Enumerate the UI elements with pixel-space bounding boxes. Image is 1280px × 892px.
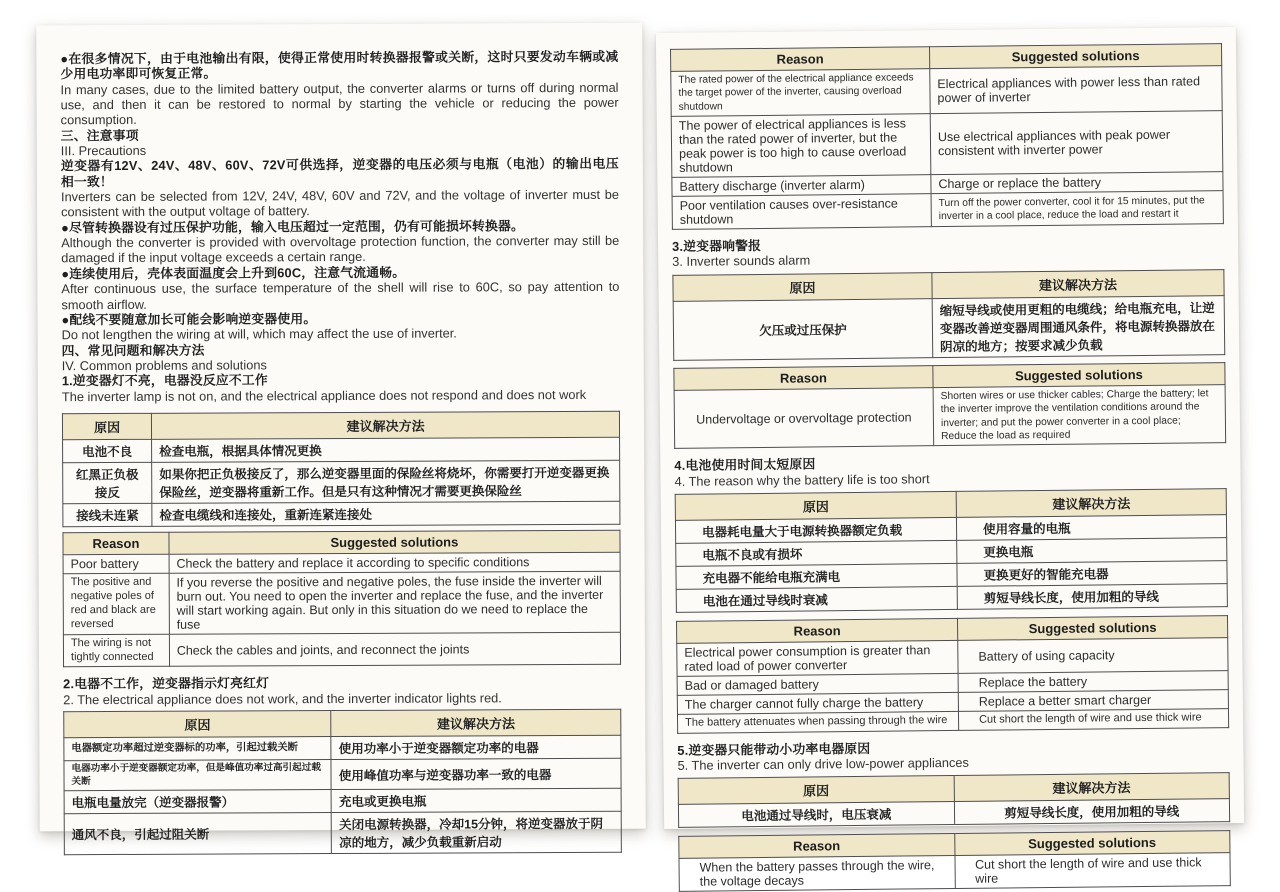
table-row <box>63 501 620 526</box>
reason-header: Reason <box>677 618 958 643</box>
reason-header: Reason <box>679 834 955 859</box>
table-row <box>672 191 1223 230</box>
reason-cell: When the battery passes through the wire, the voltage decays <box>679 856 955 892</box>
intro-line: In many cases, due to the limited battery output, the converter alarms or turns off during normal use, and then it can be restored to normal by starting the vehicle or reducing the power consumption. <box>60 79 619 128</box>
reason-cell: 电器耗电量大于电源转换器额定负载 <box>675 517 956 543</box>
table-row <box>64 811 621 854</box>
solutions-header: Suggested solutions <box>954 831 1230 856</box>
problem4-title-en: 4. The reason why the battery life is too short <box>674 470 930 489</box>
problem3-title-en: 3. Inverter sounds alarm <box>672 252 811 270</box>
problem5-table-cn <box>678 773 1230 829</box>
intro-line: Although the converter is provided with overvoltage protection function, the converter may still be damaged if the input voltage exceeds a certain range. <box>61 232 620 266</box>
table-row <box>676 584 1227 613</box>
reason-header: Reason <box>63 532 169 554</box>
reason-cell: 通风不良，引起过阻关断 <box>64 813 332 855</box>
problem2-title-en: 2. The electrical appliance does not work, and the inverter indicator lights red. <box>63 690 502 707</box>
problem2-table-en <box>670 43 1224 230</box>
table-row <box>63 460 620 503</box>
problem5-title-en: 5. The inverter can only drive low-power appliances <box>677 754 969 773</box>
reason-cell: 电池不良 <box>63 439 152 462</box>
problem2-table-cn <box>63 709 622 855</box>
reason-cell: The power of electrical appliances is less than the rated power of inverter, but the peak power is too high to cause overload shutdown <box>671 114 931 178</box>
solutions-header: 建议解决方法 <box>331 709 621 736</box>
table-row <box>671 111 1223 178</box>
reason-cell: Poor battery <box>63 554 169 573</box>
solution-cell: 更换电瓶 <box>957 538 1227 564</box>
reason-cell: The battery attenuates when passing through the wire <box>677 711 958 733</box>
intro-line: ●在很多情况下，由于电池输出有限，使得正常使用时转换器报警或关断，这时只要发动车辆或减少用电功率即可恢复正常。 <box>60 48 619 82</box>
solution-cell: Cut short the length of wire and use thick wire <box>954 853 1230 889</box>
problem1-title-cn: 1.逆变器灯不亮，电器没反应不工作 <box>61 372 268 389</box>
solutions-header: 建议解决方法 <box>956 489 1226 518</box>
reason-header: 原因 <box>64 711 331 738</box>
manual-left-page <box>36 23 646 851</box>
reason-cell: 电瓶电量放完（逆变器报警） <box>64 790 331 814</box>
reason-cell: Electrical power consumption is greater than rated load of power converter <box>677 640 958 676</box>
table-header-row <box>64 709 621 737</box>
problem3-table-cn <box>672 269 1225 361</box>
reason-header: 原因 <box>62 413 151 439</box>
problem2-title-cn: 2.电器不工作，逆变器指示灯亮红灯 <box>63 675 270 692</box>
problem1-title-en: The inverter lamp is not on, and the electrical appliance does not respond and does not work <box>61 386 587 404</box>
reason-cell: 电池通过导线时，电压衰减 <box>678 802 954 828</box>
reason-header: Reason <box>674 365 933 390</box>
reason-cell: 欠压或过压保护 <box>673 298 933 360</box>
solutions-header: Suggested solutions <box>929 44 1221 69</box>
reason-cell: The rated power of the electrical appliance exceeds the target power of the inverter, causing overload shutdown <box>671 69 930 117</box>
intro-line: ●配线不要随意加长可能会影响逆变器使用。 <box>61 310 317 328</box>
problem4-title-cn: 4.电池使用时间太短原因 <box>674 456 816 474</box>
reason-header: 原因 <box>675 491 956 520</box>
solution-cell: Charge or replace the battery <box>931 172 1223 194</box>
reason-cell: 电器功率小于逆变器额定功率，但是峰值功率过高引起过载关断 <box>64 760 331 791</box>
problem4-table-cn <box>675 488 1228 613</box>
table-row <box>63 552 620 573</box>
solution-cell: Shorten wires or use thicker cables; Charge the battery; let the inverter improve the ventilation conditions around the inverter; and put the power converter in a cool place; Reduce the load as required <box>933 384 1226 446</box>
solution-cell: Battery of using capacity <box>958 638 1228 674</box>
reason-cell: 红黑正负极接反 <box>63 462 152 503</box>
problem3-title-cn: 3.逆变器响警报 <box>672 238 762 255</box>
solution-cell: 缩短导线或使用更粗的电缆线；给电瓶充电，让逆变器改善逆变器周围通风条件，将电源转换器放在阴凉的地方；按要求减少负载 <box>932 295 1225 357</box>
solution-cell: Turn off the power converter, cool it for 15 minutes, put the inverter in a cool place, reduce the load and restart it <box>931 191 1223 227</box>
table-row <box>64 735 621 760</box>
table-row <box>64 758 621 790</box>
table-row <box>678 799 1229 828</box>
table-header-row <box>63 530 620 554</box>
reason-cell: Undervoltage or overvoltage protection <box>674 387 934 448</box>
solutions-header: Suggested solutions <box>933 362 1225 387</box>
section-heading-precautions-en: III. Precautions <box>60 142 147 159</box>
table-row <box>63 632 620 667</box>
solution-cell: 关闭电源转换器，冷却15分钟，将逆变器放于阴凉的地方，减少负载重新启动 <box>332 811 622 853</box>
intro-line: ●连续使用后，壳体表面温度会上升到60C，注意气流通畅。 <box>61 264 406 282</box>
solution-cell: 充电或更换电瓶 <box>331 788 621 812</box>
section-heading-precautions-cn: 三、注意事项 <box>60 127 139 143</box>
solution-cell: Use electrical appliances with peak power consistent with inverter power <box>930 111 1223 175</box>
solution-cell: Cut short the length of wire and use thick wire <box>958 709 1228 731</box>
solution-cell: Check the cables and joints, and reconnect the joints <box>169 632 620 666</box>
table-row <box>671 66 1222 117</box>
solution-cell: 检查电瓶，根据具体情况更换 <box>152 437 620 462</box>
solution-cell: 剪短导线长度，使用加粗的导线 <box>957 584 1227 610</box>
solutions-header: 建议解决方法 <box>152 411 620 439</box>
intro-line: 逆变器有12V、24V、48V、60V、72V可供选择，逆变器的电压必须与电瓶（电池）的输出电压相一致！ <box>60 156 619 189</box>
section-heading-problems-en: IV. Common problems and solutions <box>61 357 267 374</box>
reason-cell: 电池在通过导线时衰减 <box>676 586 957 612</box>
reason-cell: 电器额定功率超过逆变器标的功率，引起过载关断 <box>64 737 331 761</box>
reason-cell: The wiring is not tightly connected <box>63 634 169 667</box>
reason-cell: The charger cannot fully charge the battery <box>677 692 958 714</box>
intro-line: After continuous use, the surface temperature of the shell will rise to 60C, so pay attention to smooth airflow. <box>61 278 620 312</box>
problem3-table-en <box>673 362 1226 449</box>
solution-cell: Electrical appliances with power less than rated power of inverter <box>930 66 1222 114</box>
reason-cell: 电瓶不良或有损坏 <box>676 540 957 566</box>
problem4-table-en <box>676 615 1229 734</box>
table-row <box>674 384 1226 448</box>
solution-cell: 使用容量的电瓶 <box>956 515 1226 541</box>
solutions-header: 建议解决方法 <box>932 269 1224 298</box>
table-row <box>679 853 1230 892</box>
table-row <box>63 437 620 462</box>
solution-cell: Check the battery and replace it according to specific conditions <box>169 552 620 573</box>
reason-header: Reason <box>671 47 930 72</box>
solution-cell: 更换更好的智能充电器 <box>957 561 1227 587</box>
intro-line: ●尽管转换器设有过压保护功能，输入电压超过一定范围，仍有可能损坏转换器。 <box>61 217 524 236</box>
solutions-header: Suggested solutions <box>957 616 1227 641</box>
reason-cell: The positive and negative poles of red and black are reversed <box>63 573 169 634</box>
reason-cell: 接线未连紧 <box>63 503 152 526</box>
solution-cell: 使用峰值功率与逆变器功率一致的电器 <box>331 758 621 789</box>
solution-cell: 如果你把正负极接反了，那么逆变器里面的保险丝将烧坏，你需要打开逆变器更换保险丝，逆变器将重新工作。但是只有这种情况才需要更换保险丝 <box>152 460 620 503</box>
table-row <box>673 295 1225 360</box>
solution-cell: 使用功率小于逆变器额定功率的电器 <box>331 735 621 759</box>
reason-header: 原因 <box>678 776 954 805</box>
solutions-header: 建议解决方法 <box>954 773 1230 802</box>
manual-right-page <box>656 27 1244 890</box>
problem1-table-cn <box>62 411 620 527</box>
reason-cell: Poor ventilation causes over-resistance shutdown <box>672 194 931 230</box>
solution-cell: 检查电缆线和连接处，重新连紧连接处 <box>152 501 620 526</box>
section-heading-problems-cn: 四、常见问题和解决方法 <box>61 342 205 358</box>
table-header-row <box>62 411 619 439</box>
problem1-table-en <box>62 530 621 668</box>
solution-cell: 剪短导线长度，使用加粗的导线 <box>954 799 1230 825</box>
solutions-header: Suggested solutions <box>169 530 620 554</box>
solution-cell: Replace the battery <box>958 671 1228 693</box>
table-row <box>64 788 621 813</box>
intro-line: Do not lengthen the wiring at will, which may affect the use of inverter. <box>61 325 457 343</box>
reason-cell: Bad or damaged battery <box>677 673 958 695</box>
intro-line: Inverters can be selected from 12V, 24V, 48V, 60V and 72V, and the voltage of inverter must be consistent with the output voltage of battery. <box>60 186 620 220</box>
solution-cell: Replace a better smart charger <box>958 690 1228 712</box>
solution-cell: If you reverse the positive and negative poles, the fuse inside the inverter will burn out. You need to open the inverter and replace the fuse, and the inverter will start working again. But only in this situation do we need to replace the fuse <box>169 571 620 634</box>
problem5-table-en <box>678 831 1231 892</box>
reason-header: 原因 <box>673 272 932 301</box>
reason-cell: Battery discharge (inverter alarm) <box>672 175 931 197</box>
problem5-title-cn: 5.逆变器只能带动小功率电器原因 <box>677 740 871 758</box>
reason-cell: 充电器不能给电瓶充满电 <box>676 563 957 589</box>
table-row <box>63 571 620 634</box>
